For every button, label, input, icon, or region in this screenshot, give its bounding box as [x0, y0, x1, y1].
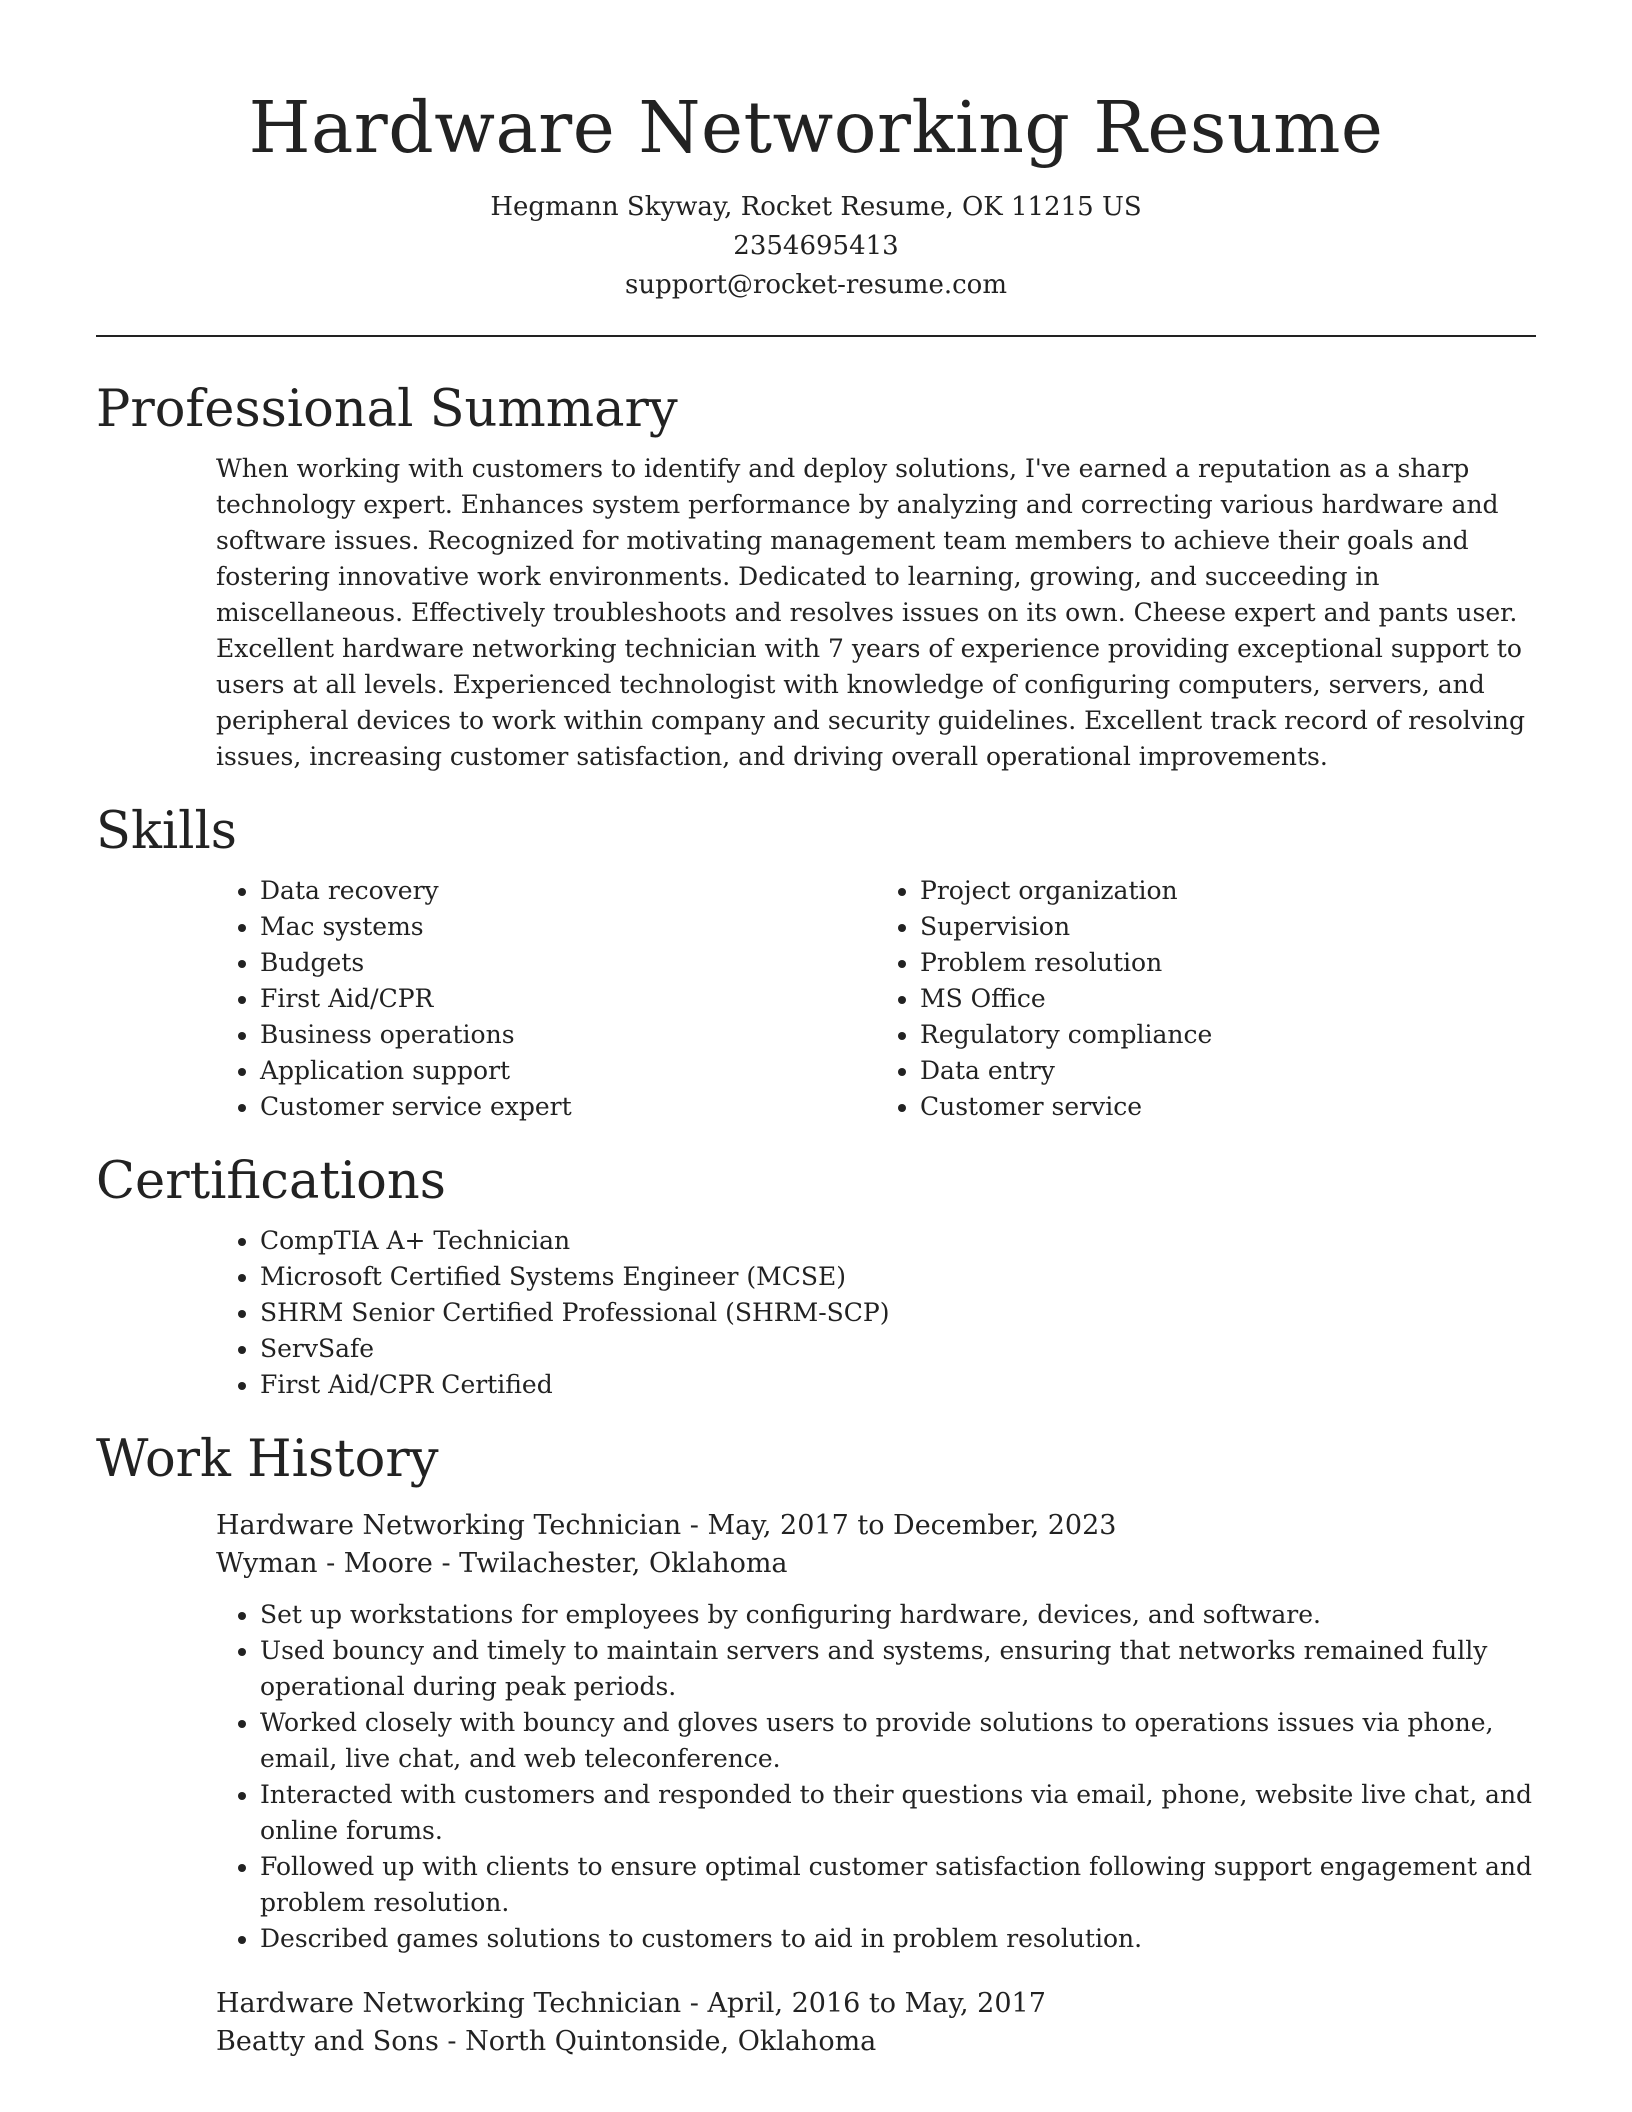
skill-item: • Supervision — [920, 909, 1536, 945]
job-location: North Quintonside, Oklahoma — [465, 2026, 877, 2057]
address: Hegmann Skyway, Rocket Resume, OK 11215 US — [490, 192, 1142, 222]
job-company-line — [216, 1545, 1536, 1583]
summary-section — [96, 379, 1536, 775]
skill-item: • Customer service — [920, 1089, 1536, 1125]
job-title: Hardware Networking Technician — [216, 1510, 682, 1541]
certifications-body — [216, 1223, 1536, 1403]
work-history-heading: Work History — [96, 1430, 439, 1489]
skills-heading: Skills — [96, 802, 237, 861]
skill-item: • Application support — [260, 1053, 876, 1089]
job-company-line — [216, 2023, 1536, 2061]
job-separator: - — [689, 1988, 708, 2019]
contact-block — [96, 188, 1536, 305]
skill-item: • Regulatory compliance — [920, 1017, 1536, 1053]
job-duties-list — [216, 1597, 1536, 1957]
summary-heading: Professional Summary — [96, 380, 678, 439]
skill-item: • Mac systems — [260, 909, 876, 945]
skills-section — [96, 801, 1536, 1125]
resume-title: Hardware Networking Resume — [248, 86, 1384, 169]
job-title: Hardware Networking Technician — [216, 1988, 682, 2019]
skill-item: • First Aid/CPR — [260, 981, 876, 1017]
skills-list-right — [876, 873, 1536, 1125]
job-separator: - — [447, 2026, 466, 2057]
skill-item: • Data recovery — [260, 873, 876, 909]
skills-grid — [216, 873, 1536, 1125]
job-title-line — [216, 1507, 1536, 1545]
job-location: Twilachester, Oklahoma — [459, 1548, 788, 1579]
job-duty: • Interacted with customers and responded to their questions via email, phone, website live chat, and online forums. — [260, 1777, 1536, 1849]
job-entry — [216, 1507, 1536, 1957]
skill-item: • Data entry — [920, 1053, 1536, 1089]
job-duty: • Followed up with clients to ensure optimal customer satisfaction following support engagement and problem resolution. — [260, 1849, 1536, 1921]
certification-item: • CompTIA A+ Technician — [260, 1223, 1536, 1259]
email: support@rocket-resume.com — [624, 270, 1007, 300]
certification-item: • First Aid/CPR Certified — [260, 1367, 1536, 1403]
certifications-section — [96, 1151, 1536, 1403]
skill-item: • Customer service expert — [260, 1089, 876, 1125]
job-duty: • Described games solutions to customers to aid in problem resolution. — [260, 1921, 1536, 1957]
resume-page — [96, 0, 1536, 2061]
certification-item: • Microsoft Certified Systems Engineer (MCSE) — [260, 1259, 1536, 1295]
job-separator: - — [689, 1510, 708, 1541]
job-company: Beatty and Sons — [216, 2026, 439, 2057]
job-entry — [216, 1985, 1536, 2061]
skill-item: • Business operations — [260, 1017, 876, 1053]
header-divider — [96, 335, 1536, 337]
certification-item: • ServSafe — [260, 1331, 1536, 1367]
job-duty: • Set up workstations for employees by configuring hardware, devices, and software. — [260, 1597, 1536, 1633]
skill-item: • MS Office — [920, 981, 1536, 1017]
job-company: Wyman - Moore — [216, 1548, 433, 1579]
certifications-heading: Certifications — [96, 1152, 446, 1211]
skill-item: • Project organization — [920, 873, 1536, 909]
job-dates: May, 2017 to December, 2023 — [707, 1510, 1117, 1541]
job-title-line — [216, 1985, 1536, 2023]
skill-item: • Budgets — [260, 945, 876, 981]
job-duty: • Used bouncy and timely to maintain servers and systems, ensuring that networks remained fully operational during peak periods. — [260, 1633, 1536, 1705]
job-duty: • Worked closely with bouncy and gloves users to provide solutions to operations issues via phone, email, live chat, and web teleconference. — [260, 1705, 1536, 1777]
summary-text: When working with customers to identify and deploy solutions, I've earned a reputation as a sharp technology expert. Enhances system performance by analyzing and correcting various hardware and software issues. Recognized for motivating management team members to achieve their goals and fostering innovative work environments. Dedicated to learning, growing, and succeeding in miscellaneous. Effectively troubleshoots and resolves issues on its own. Cheese expert and pants user. Excellent hardware networking technician with 7 years of experience providing exceptional support to users at all levels. Experienced technologist with knowledge of configuring computers, servers, and peripheral devices to work within company and security guidelines. Excellent track record of resolving issues, increasing customer satisfaction, and driving overall operational improvements. — [216, 454, 1525, 771]
work-history-section — [96, 1429, 1536, 2061]
skill-item: • Problem resolution — [920, 945, 1536, 981]
skills-list-left — [216, 873, 876, 1125]
certification-item: • SHRM Senior Certified Professional (SHRM-SCP) — [260, 1295, 1536, 1331]
phone: 2354695413 — [733, 231, 899, 261]
job-dates: April, 2016 to May, 2017 — [707, 1988, 1046, 2019]
certifications-list — [216, 1223, 1536, 1403]
job-separator: - — [441, 1548, 460, 1579]
